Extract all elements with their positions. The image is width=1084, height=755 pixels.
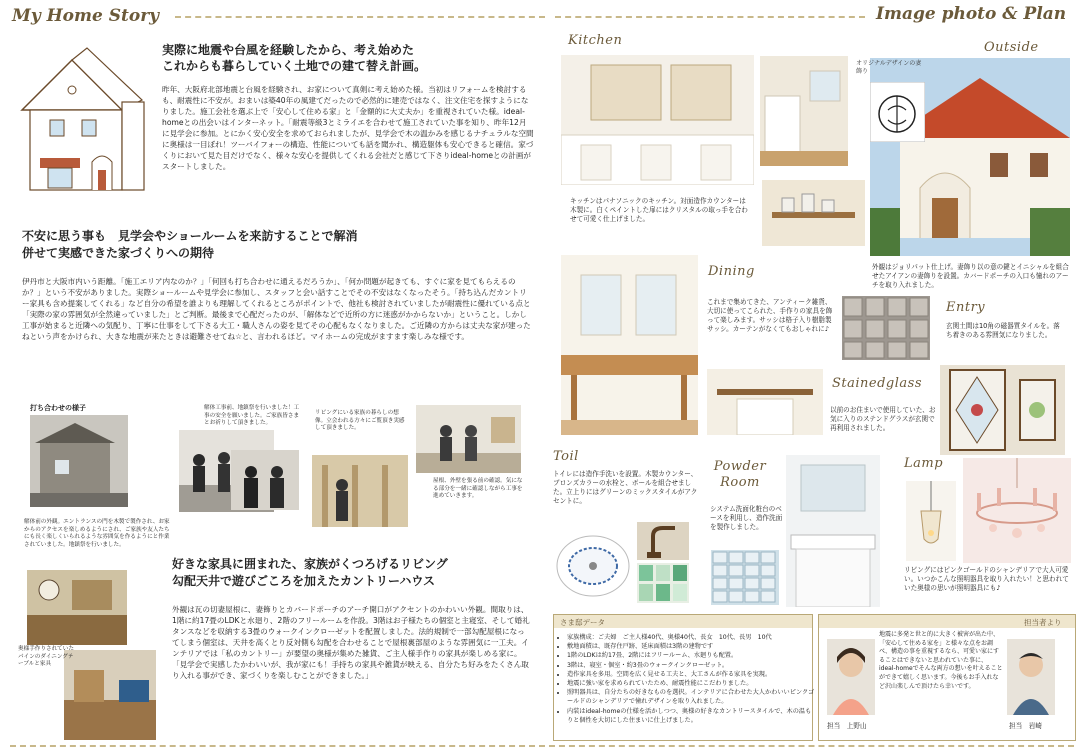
staff-right-photo (1007, 639, 1055, 715)
caption-ceremony: 解体工事前、地鎮祭を行いました！工事の安全を願いました。ご家族皆さまとお祈りして頂きました。 (204, 405, 300, 427)
spec-list (557, 633, 815, 725)
photo-dining (561, 255, 698, 435)
outside-caption: 外観はジョリパット仕上げ。妻飾り以の意の鍵とイニシャルを組合せたアイアンの妻飾りを設置。カバードポーチの入口も憧れのアーチを取り入れました。 (872, 263, 1069, 289)
caption-demolish: 解体前の外観。エントランスの門を木製で製作され、お家からのアクセスを楽しめるようにされ、ご家族や友人たちにも長く楽しくいられるような雰囲気を作るようにと作業されていました。地鎮祭を行いました。 (24, 519, 170, 548)
photo-dining-furniture (64, 650, 156, 740)
staff-box (818, 614, 1076, 741)
stainedglass-title: Stainedglass (832, 376, 922, 391)
left-page-title: My Home Story (12, 6, 160, 26)
story-paragraph-1: 昨年、大阪府北部地震と台風を経験され、お家について真剣に考え始めた様。当初はリフォームを検討するも、耐震性に不安が。おまいは築40年の風建てだったので必然的に建売ではなく、注文住宅を探すようになりました。施工会社を選ぶ上で「安心して住める家」と「金額的に大丈夫か」を重視されていた様。ideal-homeとの出会いはインターネット。「耐震等級3とミライエを合わせて施工されていた事を知り、昨年12月に見学会に参加。とにかく安心安全を求めておられましたが、見学会で木の温かみを感じるナチュラルな空間に奥様は一目ぼれ！ツーバイフォーの構造、性能についても話を聞かれ、構造躯体も安心できると確信。家づくりにおいて見た目だけでなく、様々な安心を提供してくれる会社だと感じて下さりideal-homeとの計画がスタートしました。 (162, 85, 534, 171)
caption-furniture: 奥様手作りされていたパインのダイニングテーブルと家具 (18, 646, 74, 668)
staff-right-name: 担当 岩崎 (1009, 722, 1042, 730)
spec-item: • 敷地面積は、既存住戸跡、延床面積は3階の建物です (567, 642, 815, 651)
original-ornament-label: オリジナルデザインの妻飾り (856, 60, 922, 75)
lamp-caption: リビングにはピンクゴールドのシャンデリアで大人可愛い。いつかこんな照明器具を取り入れたい！と思われていた奥様の思いが照明器具にも♪ (904, 566, 1069, 592)
photo-toilet-basin (553, 530, 633, 602)
footer-divider (10, 745, 1074, 747)
staff-message: 地震に多発と世と的に大きく被害が出た中、「安心して住める家を」と様々な点をお調べ、構造の事を重視するなら、可愛い家にすることはできないと思われていた事に、ideal-homeでそんな両方の想いを叶えることができて嬉しく思います。今後もお手入れなど沢山楽しんで頂けたら幸いです。 (879, 631, 1003, 690)
story-heading-1-line1: 実際に地震や台風を経験したから、考え始めた (162, 43, 415, 57)
photo-dining-shelf (707, 369, 823, 435)
photo-ornament-logo (870, 82, 925, 142)
lamp-title: Lamp (904, 456, 944, 471)
caption-framing: 屋根、外壁を張る前の確認。気になる部分を一緒に確認しながら工事を進めていきます。 (433, 478, 523, 500)
toil-caption: トイレには造作手洗いを設置。木製カウンター、ブロンズカラーの水栓と、ボールを組合せました。立上りにはグリーンのミックスタイルがアクセントに。 (553, 470, 698, 505)
spec-item: • 家族構成：ご夫婦 ご主人様40代、奥様40代、長女 10代、長男 10代 (567, 633, 815, 642)
photo-framing (312, 455, 408, 527)
story-heading-1 (162, 42, 542, 74)
photo-pendant-lamp (906, 481, 956, 561)
photo-green-tiles (637, 563, 689, 603)
spec-item: • 地震に強い家を求められていたため、耐震性能にこだわりました。 (567, 679, 815, 688)
photo-faucet (637, 522, 689, 560)
kitchen-caption: キッチンはパナソニックのキッチン。対面造作カウンターは木製に。白くペイントした扉にはクリスタルの取っ手を合わせて可愛く仕上げました。 (570, 197, 748, 223)
photo-kitchen (561, 55, 754, 185)
entry-caption: 玄関土間は10角の磁器質タイルを。落ち着きのある雰囲気になりました。 (946, 322, 1060, 339)
story-paragraph-2: 伊丹市と大阪市内いう距離。「施工エリア内なのか？」「何回も打ち合わせに通えるだろうか」、「何か問題が起きても、すぐに家を見てもらえるのか？」という不安がありました。実際ショールームや見学会に参加し、スタッフと会い話すことでその不安はなくなったそう。「持ち込んだカントリー家具も含め提案してくれる」など自分の希望を誰よりも理解してくれるところがポイントで、他社も検討されていましたが耐震性に優れている点と「実際の家の雰囲気が全然違っていました」とご判断。最後まで心配だったのが、「解体などで近所の方に迷惑がかからないか」ということ。しかし工事が始まると近隣への気配り、丁寧に仕事をして下さる大工・職人さんの姿を見てその心配もなくなりました。ご近隣の方からは丈夫な家が建ったねという声をかけられ、大きな地震が来たときは避難させてね☆と、言われるほど。マイホームの完成がますます楽しみな様です。 (22, 277, 531, 341)
story-heading-2-line1: 不安に思う事も 見学会やショールームを来訪することで解消 (22, 229, 358, 243)
powder-room-caption: システム洗面化粧台のベースを利用し、造作洗面を製作しました。 (710, 505, 783, 531)
photo-chandelier (963, 458, 1071, 563)
stainedglass-caption: 以前のお住まいで使用していた、お気に入りのステンドグラスが玄関で再利用されました。 (830, 406, 936, 432)
photo-entry-tile (842, 296, 930, 360)
spec-box (553, 614, 813, 741)
spec-item: • 内装はideal-homeの仕様を活かしつつ、奥様の好きなカントリースタイルで、木の温もりと個性を大切にした住まいに仕上げました。 (567, 707, 815, 725)
photo-kitchen-aisle (760, 56, 848, 166)
kitchen-title: Kitchen (568, 33, 623, 48)
outside-title: Outside (984, 40, 1039, 55)
story-heading-3-line2: 勾配天井で遊びごころを加えたカントリーハウス (172, 574, 436, 588)
toil-title: Toil (553, 449, 579, 464)
photo-stainedglass (940, 365, 1065, 455)
photo-house-before (30, 415, 128, 507)
caption-living: リビングにいる家族の暮らしの想像。立会われる方々にご覧頂き実感して頂きました。 (315, 410, 405, 432)
header-divider-left (175, 16, 545, 18)
entry-title: Entry (946, 300, 986, 315)
spec-item: • 3階は、寝室・個室・約3畳のウォークインクローゼット。 (567, 661, 815, 670)
spec-item: • 1階のLDKは約17畳、2階にはフリールーム、水廻りも配置。 (567, 651, 815, 660)
photo-workshop (416, 405, 521, 473)
story-heading-2 (22, 228, 532, 262)
story-heading-3 (172, 556, 542, 590)
story-heading-2-line2: 併せて実感できた家づくりへの期待 (22, 246, 215, 260)
spec-item: • 照明器具は、自分たちの好きなものを選択。インテリアに合わせた大人かわいいピンクゴールドのシャンデリアで憧れデザインを取り入れました。 (567, 688, 815, 706)
photo-powder-tiles (711, 550, 779, 605)
powder-room-title-line2: Room (720, 475, 760, 490)
story-heading-3-line1: 好きな家具に囲まれた、家族がくつろげるリビング (172, 557, 448, 571)
house-sketch-illustration (12, 40, 154, 198)
story-paragraph-3: 外観は瓦の切妻屋根に、妻飾りとカバードポーチのアーチ開口がアクセントのかわいい外観。間取りは、1階に約17畳のLDKと水廻り、2階のフリールームを作設。3階はお子様たちの個室と主寝室、そして婚礼タンスなどを収納する3畳のウォークインクローゼットを配置しました。法的規制で一部勾配屋根になってしまう個室は、天井を高くとり反対側も勾配を合わせることで屋根裏部屋のような雰囲気に一工夫。インテリアでは「私のカントリー」が要望の奥様が集めた雑貨、ご主人様手作りの家具が楽しめる家に。「見学会で実感したかわいいが、我が家にも！手持ちの家具や雑貨が映える、自分たち好みをたくさん取り入れる事ができ、家づくりを楽しむことができました。」 (172, 605, 530, 680)
dining-caption: これまで集めてきた、アンティーク雑貨、大切に使ってこられた、手作りの家具を飾って楽しみます。サッシは格子入り樹脂製サッシ。カーテンがなくてもおしゃれに♪ (707, 298, 833, 333)
staff-left-photo (827, 639, 875, 715)
header-divider-right (555, 16, 865, 18)
right-page-title: Image photo & Plan (876, 4, 1067, 24)
powder-room-title-line1: Powder (713, 459, 767, 474)
powder-room-title (710, 459, 770, 491)
photo-interior-clock (27, 570, 127, 645)
photo-kitchen-shelf (762, 180, 865, 246)
dining-title: Dining (708, 264, 755, 279)
photo-powder-room (786, 455, 880, 607)
staff-box-title: 担当者より (1024, 618, 1062, 627)
spec-item: • 造作家具を多用。空間を広く見せる工夫と、大工さんが作る家具を実現。 (567, 670, 815, 679)
staff-left-name: 担当 上野山 (827, 722, 867, 730)
story-heading-1-line2: これからも暮らしていく土地での建て替え計画。 (162, 59, 427, 73)
spec-box-title: さま邸データ (560, 618, 605, 627)
meeting-label: 打ち合わせの様子 (30, 404, 86, 412)
photo-ceremony-2 (231, 450, 299, 510)
